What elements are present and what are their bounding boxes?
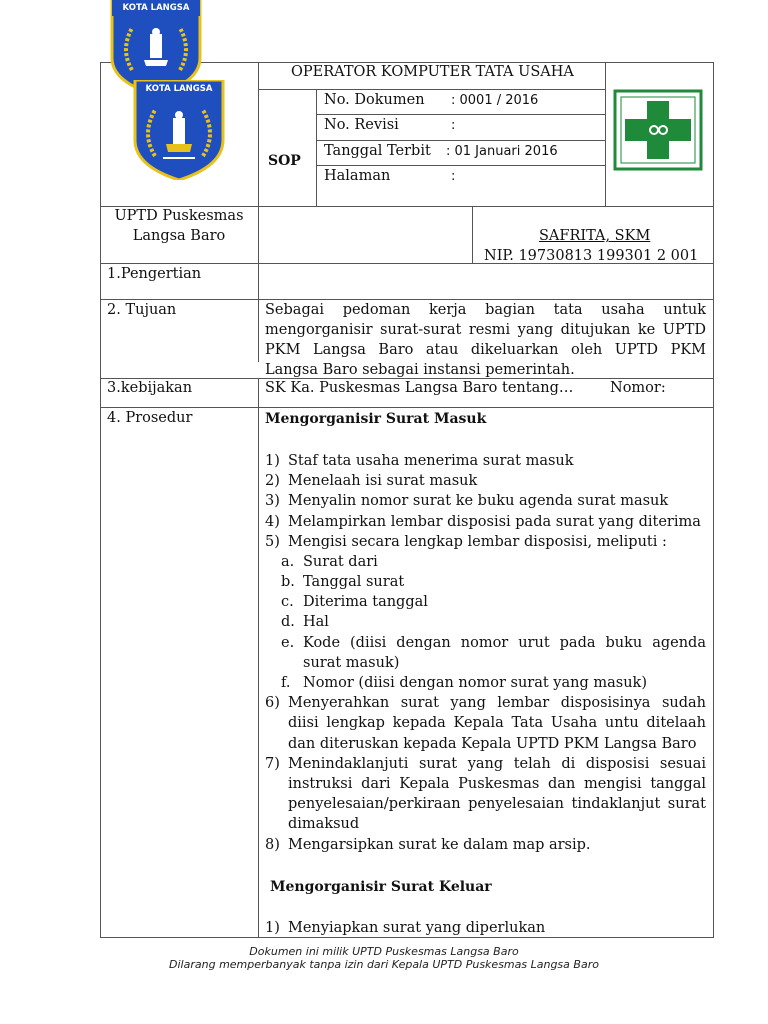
tujuan-line: mengorganisir surat-surat resmi yang ditujukan ke UPTD	[265, 322, 706, 338]
kota-langsa-label-top: KOTA LANGSA	[122, 3, 190, 13]
header-row-value: : 0001 / 2016	[451, 93, 539, 108]
signer-nip: NIP. 19730813 199301 2 001	[484, 248, 699, 264]
header-row-label: Halaman	[324, 168, 391, 184]
sub-item-text: Diterima tanggal	[303, 594, 428, 610]
step-text: Mengisi secara lengkap lembar disposisi, meliputi :	[288, 534, 667, 550]
org-name-line2: Langsa Baro	[132, 228, 226, 244]
header-row-value: : 01 Januari 2016	[446, 144, 558, 159]
step-number: 4)	[265, 514, 280, 530]
step-number: 6)	[265, 695, 280, 711]
org-name-line1: UPTD Puskesmas	[114, 208, 244, 224]
tujuan-line: Langsa Baro sebagai instansi pemerintah.	[265, 362, 575, 378]
step-number: 8)	[265, 837, 280, 853]
step-text: Menyerahkan surat yang lembar disposisinya sudah	[288, 695, 706, 711]
footer-ownership: Dokumen ini milik UPTD Puskesmas Langsa Baro	[249, 945, 519, 958]
step-text: Mengarsipkan surat ke dalam map arsip.	[288, 837, 591, 853]
document-title: OPERATOR KOMPUTER TATA USAHA	[291, 64, 574, 80]
step-number: 5)	[265, 534, 280, 550]
kebijakan-text: SK Ka. Puskesmas Langsa Baro tentang…	[265, 380, 574, 396]
step-text: Menyalin nomor surat ke buku agenda surat masuk	[288, 493, 669, 509]
sub-item-text: surat masuk)	[303, 655, 400, 671]
kebijakan-nomor: Nomor:	[610, 380, 666, 396]
sub-item-text: Surat dari	[303, 554, 378, 570]
sub-item-letter: b.	[281, 574, 295, 590]
puskesmas-cross-icon	[613, 89, 703, 171]
header-row-label: Tanggal Terbit	[324, 143, 431, 159]
sub-item-letter: a.	[281, 554, 295, 570]
step-text: Melampirkan lembar disposisi pada surat yang diterima	[288, 514, 701, 530]
step-text: instruksi dari Kepala Puskesmas dan mengisi tanggal	[288, 776, 706, 792]
header-row-label: No. Revisi	[324, 117, 399, 133]
footer-warning: Dilarang memperbanyak tanpa izin dari Kepala UPTD Puskesmas Langsa Baro	[169, 958, 599, 971]
kota-langsa-label-bottom: KOTA LANGSA	[145, 84, 213, 94]
step-number: 3)	[265, 493, 280, 509]
pengertian-label: 1.Pengertian	[107, 266, 202, 282]
tujuan-line: PKM Langsa Baro atau dikeluarkan oleh UPTD PKM	[265, 342, 706, 358]
step-text: Menindaklanjuti surat yang telah di disposisi sesuai	[288, 756, 706, 772]
kebijakan-label: 3.kebijakan	[107, 380, 193, 396]
step-number: 7)	[265, 756, 280, 772]
surat-keluar-heading: Mengorganisir Surat Keluar	[270, 879, 492, 895]
step-text: Menyiapkan surat yang diperlukan	[288, 920, 546, 936]
sub-item-text: Tanggal surat	[303, 574, 405, 590]
sub-item-letter: f.	[281, 675, 291, 691]
step-number: 1)	[265, 920, 280, 936]
step-text: penyelesaian/perkiraan penyelesaian tindaklanjut surat	[288, 796, 706, 812]
step-text: Menelaah isi surat masuk	[288, 473, 478, 489]
sub-item-text: Kode (diisi dengan nomor urut pada buku agenda	[303, 635, 706, 651]
sop-label: SOP	[268, 153, 301, 169]
sub-item-text: Nomor (diisi dengan nomor surat yang masuk)	[303, 675, 647, 691]
sub-item-letter: c.	[281, 594, 294, 610]
header-row-value: :	[451, 118, 456, 133]
header-row-label: No. Dokumen	[324, 92, 425, 108]
surat-masuk-heading: Mengorganisir Surat Masuk	[265, 411, 487, 427]
sub-item-text: Hal	[303, 614, 329, 630]
step-number: 2)	[265, 473, 280, 489]
sub-item-letter: d.	[281, 614, 295, 630]
prosedur-label: 4. Prosedur	[107, 410, 193, 426]
step-number: 1)	[265, 453, 280, 469]
tujuan-line: Sebagai pedoman kerja bagian tata usaha untuk	[265, 302, 706, 318]
step-text: diisi lengkap kepada Kepala Tata Usaha untu ditelaah	[288, 715, 706, 731]
signer-name: SAFRITA, SKM	[539, 228, 651, 244]
step-text: Staf tata usaha menerima surat masuk	[288, 453, 574, 469]
tujuan-label: 2. Tujuan	[107, 302, 177, 318]
step-text: dimaksud	[288, 816, 360, 832]
kota-langsa-logo-bottom	[133, 80, 225, 180]
sub-item-letter: e.	[281, 635, 295, 651]
step-text: dan diteruskan kepada Kepala UPTD PKM Langsa Baro	[288, 736, 697, 752]
header-row-value: :	[451, 169, 456, 184]
